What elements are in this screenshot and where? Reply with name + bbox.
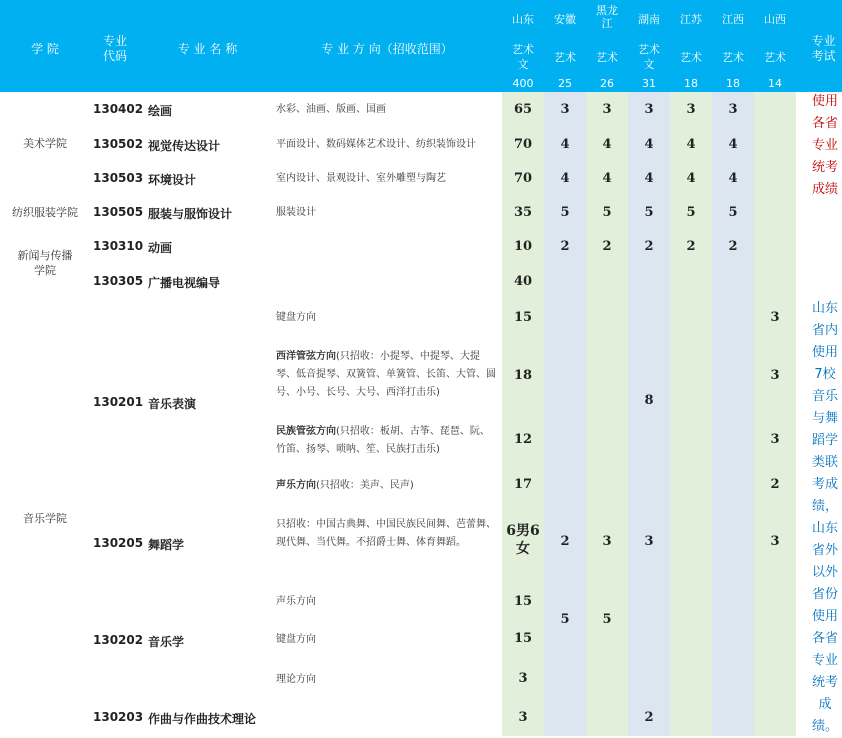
quota-cell: 4 <box>602 137 612 152</box>
quota-cell: 2 <box>728 239 738 254</box>
header-quota-heilongjiang: 26 <box>600 77 614 90</box>
quota-cell: 18 <box>513 368 533 383</box>
header-exam: 专业 考试 <box>811 34 836 63</box>
quota-cell: 4 <box>728 171 738 186</box>
college-journalism: 新闻与传播 学院 <box>17 249 73 277</box>
table-row-code: 130310 <box>93 239 144 253</box>
college-art: 美术学院 <box>23 137 67 150</box>
table-row-code: 130203 <box>93 710 144 724</box>
quota-cell: 17 <box>513 477 533 492</box>
header-type-anhui: 艺术 <box>554 51 576 64</box>
header-quota-anhui: 25 <box>558 77 572 90</box>
quota-cell: 5 <box>602 205 612 220</box>
table-row-name: 舞蹈学 <box>148 538 185 552</box>
quota-cell: 5 <box>560 612 570 627</box>
table-row-code: 130505 <box>93 205 144 219</box>
quota-cell: 3 <box>770 432 780 447</box>
direction-vocal: 声乐方向 <box>276 596 316 607</box>
quota-cell: 3 <box>644 102 654 117</box>
header-province-hunan: 湖南 <box>638 13 660 26</box>
quota-cell: 2 <box>644 239 654 254</box>
table-row-name: 绘画 <box>148 104 173 118</box>
quota-cell: 5 <box>728 205 738 220</box>
quota-cell: 3 <box>602 534 612 549</box>
header-province-shandong: 山东 <box>512 13 534 26</box>
quota-cell: 3 <box>728 102 738 117</box>
quota-cell: 2 <box>602 239 612 254</box>
table-row-direction: 室内设计、景观设计、室外雕塑与陶艺 <box>276 173 446 184</box>
header-type-heilongjiang: 艺术 <box>596 51 618 64</box>
quota-cell: 5 <box>560 205 570 220</box>
table-row-code: 130202 <box>93 633 144 647</box>
quota-cell: 15 <box>513 631 533 646</box>
quota-cell: 3 <box>686 102 696 117</box>
quota-cell: 70 <box>513 137 533 152</box>
header-province-jiangsu: 江苏 <box>680 13 702 26</box>
header-province-jiangxi: 江西 <box>722 13 744 26</box>
column-shanxi <box>754 92 796 736</box>
table-row-code: 130305 <box>93 274 144 288</box>
quota-cell: 3 <box>770 534 780 549</box>
quota-cell: 4 <box>728 137 738 152</box>
quota-cell: 4 <box>560 171 570 186</box>
column-jiangsu <box>670 92 712 736</box>
college-textile: 纺织服装学院 <box>12 206 78 219</box>
table-row-code: 130201 <box>93 395 144 409</box>
quota-cell: 3 <box>602 102 612 117</box>
header-type-shandong: 艺术 文 <box>512 43 534 71</box>
quota-cell: 2 <box>560 239 570 254</box>
quota-cell: 4 <box>686 137 696 152</box>
direction-western-orchestra: 西洋管弦方向(只招收：小提琴、中提琴、大提琴、低音提琴、双簧管、单簧管、长笛、大管、圆号、小号、长号、大号、西洋打击乐) <box>276 351 496 398</box>
table-row-name: 动画 <box>148 241 173 255</box>
quota-cell: 3 <box>518 710 528 725</box>
header-type-jiangsu: 艺术 <box>680 51 702 64</box>
header-province-heilongjiang: 黑龙 江 <box>596 4 618 30</box>
table-row-name: 广播电视编导 <box>148 276 221 290</box>
quota-cell: 3 <box>770 368 780 383</box>
quota-cell: 15 <box>513 310 533 325</box>
table-row-name: 作曲与作曲技术理论 <box>148 712 257 726</box>
header-quota-shandong: 400 <box>512 77 534 90</box>
column-heilongjiang <box>586 92 628 736</box>
table-row-name: 音乐学 <box>148 635 185 649</box>
direction-keyboard: 键盘方向 <box>276 634 316 645</box>
table-row-code: 130502 <box>93 137 144 151</box>
quota-cell: 10 <box>513 239 533 254</box>
quota-cell: 5 <box>602 612 612 627</box>
quota-cell: 5 <box>686 205 696 220</box>
quota-cell: 65 <box>513 102 533 117</box>
header-name: 专 业 名 称 <box>177 42 238 56</box>
header-province-shanxi: 山西 <box>764 13 786 26</box>
exam-note-music: 山东省内使用7校音乐与舞蹈学类联考成绩，山东省外以外省份使用各省专业统考成绩。 <box>811 301 838 734</box>
quota-cell: 8 <box>644 393 654 408</box>
quota-cell: 15 <box>513 594 533 609</box>
table-row-code: 130205 <box>93 536 144 550</box>
quota-cell: 4 <box>644 171 654 186</box>
quota-cell: 2 <box>770 477 780 492</box>
header-code: 专业 代码 <box>102 34 127 63</box>
direction-theory: 理论方向 <box>276 674 316 685</box>
header-type-shanxi: 艺术 <box>764 51 786 64</box>
quota-cell: 4 <box>686 171 696 186</box>
table-row-direction: 平面设计、数码媒体艺术设计、纺织装饰设计 <box>276 139 476 150</box>
quota-cell: 4 <box>602 171 612 186</box>
column-anhui <box>544 92 586 736</box>
table-row-name: 服装与服饰设计 <box>148 207 233 221</box>
table-row-name: 音乐表演 <box>148 397 197 411</box>
header-type-hunan: 艺术 文 <box>638 43 660 71</box>
table-row-name: 视觉传达设计 <box>148 139 221 153</box>
quota-cell: 40 <box>513 274 533 289</box>
header-quota-jiangsu: 18 <box>684 77 698 90</box>
table-row-direction: 只招收：中国古典舞、中国民族民间舞、芭蕾舞、现代舞、当代舞。不招爵士舞、体育舞蹈。 <box>276 519 496 548</box>
header-province-anhui: 安徽 <box>554 13 576 26</box>
quota-cell: 5 <box>644 205 654 220</box>
quota-cell: 3 <box>644 534 654 549</box>
quota-cell: 35 <box>513 205 533 220</box>
quota-cell: 70 <box>513 171 533 186</box>
table-row-code: 130503 <box>93 171 144 185</box>
exam-note-art: 使用各省专业统考成绩 <box>811 94 838 197</box>
table-row-name: 环境设计 <box>148 173 197 187</box>
quota-cell: 2 <box>560 534 570 549</box>
quota-cell: 3 <box>518 671 528 686</box>
quota-cell: 4 <box>560 137 570 152</box>
table-row-code: 130402 <box>93 102 144 116</box>
quota-cell: 3 <box>560 102 570 117</box>
header-quota-shanxi: 14 <box>768 77 782 90</box>
column-jiangxi <box>712 92 754 736</box>
direction-vocal: 声乐方向(只招收：美声、民声) <box>276 480 414 491</box>
header-type-jiangxi: 艺术 <box>722 51 744 64</box>
quota-cell: 12 <box>513 432 533 447</box>
header-quota-jiangxi: 18 <box>726 77 740 90</box>
header-college: 学 院 <box>31 42 59 56</box>
quota-cell: 4 <box>644 137 654 152</box>
table-row-direction: 水彩、油画、版画、国画 <box>276 104 386 115</box>
direction-folk-orchestra: 民族管弦方向(只招收：板胡、古筝、琵琶、阮、竹笛、扬琴、唢呐、笙、民族打击乐) <box>276 426 490 455</box>
quota-cell: 3 <box>770 310 780 325</box>
column-hunan <box>628 92 670 736</box>
table-row-direction: 服装设计 <box>276 207 316 218</box>
quota-cell: 2 <box>686 239 696 254</box>
direction-keyboard: 键盘方向 <box>276 312 316 323</box>
quota-cell: 6男6 女 <box>506 523 540 557</box>
header-direction: 专 业 方 向（招收范围） <box>321 42 453 56</box>
college-music: 音乐学院 <box>23 512 67 525</box>
quota-cell: 2 <box>644 710 654 725</box>
header-quota-hunan: 31 <box>642 77 656 90</box>
